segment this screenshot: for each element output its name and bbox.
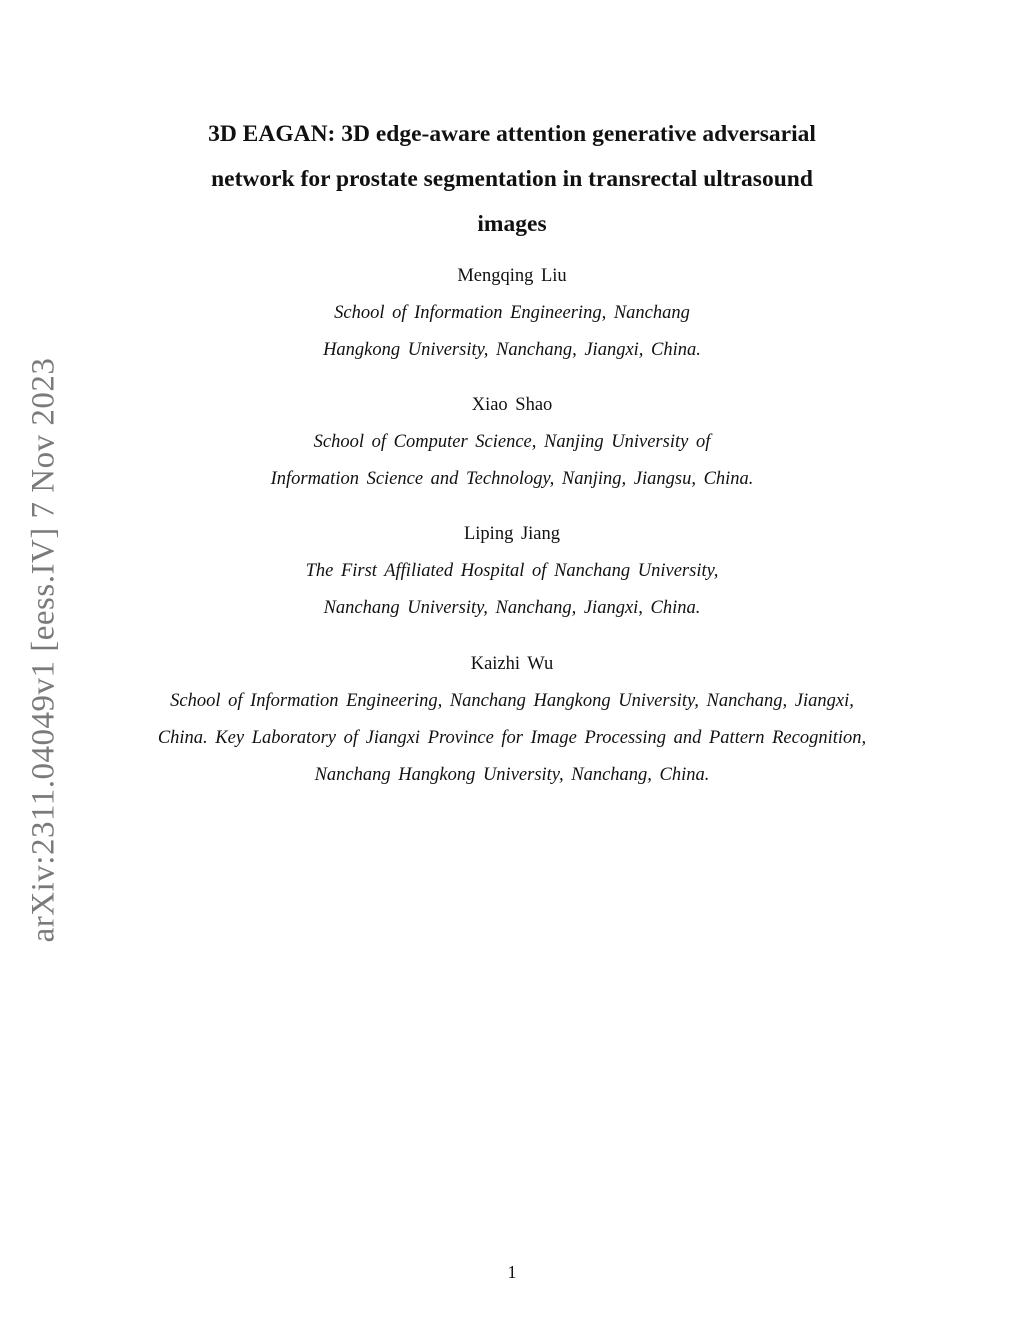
author-block — [100, 646, 924, 794]
author-block — [100, 258, 924, 369]
author-block — [100, 516, 924, 627]
paper-title — [120, 112, 904, 247]
author-affiliation: Nanchang Hangkong University, Nanchang, China. — [314, 765, 710, 785]
title-line: network for prostate segmentation in transrectal ultrasound — [211, 166, 813, 192]
author-block — [100, 387, 924, 498]
author-affiliation: School of Computer Science, Nanjing University of — [313, 432, 711, 452]
author-affiliation: School of Information Engineering, Nanchang Hangkong University, Nanchang, Jiangxi, — [170, 691, 854, 711]
author-name: Kaizhi Wu — [470, 654, 554, 674]
author-name: Liping Jiang — [463, 524, 560, 544]
author-affiliation: Information Science and Technology, Nanjing, Jiangsu, China. — [270, 469, 754, 489]
arxiv-identifier-stamp: arXiv:2311.04049v1 [eess.IV] 7 Nov 2023 — [25, 357, 62, 943]
author-name: Xiao Shao — [471, 395, 553, 415]
author-affiliation: China. Key Laboratory of Jiangxi Province for Image Processing and Pattern Recognition, — [157, 728, 867, 748]
author-affiliation: The First Affiliated Hospital of Nanchang University, — [305, 561, 719, 581]
author-affiliation: School of Information Engineering, Nanchang — [334, 303, 690, 323]
title-line: 3D EAGAN: 3D edge-aware attention generative adversarial — [208, 121, 816, 147]
author-affiliation: Nanchang University, Nanchang, Jiangxi, China. — [323, 598, 701, 618]
title-line: images — [477, 211, 547, 237]
author-affiliation: Hangkong University, Nanchang, Jiangxi, China. — [323, 340, 701, 360]
page-number: 1 — [507, 1262, 517, 1282]
author-name: Mengqing Liu — [457, 266, 567, 286]
